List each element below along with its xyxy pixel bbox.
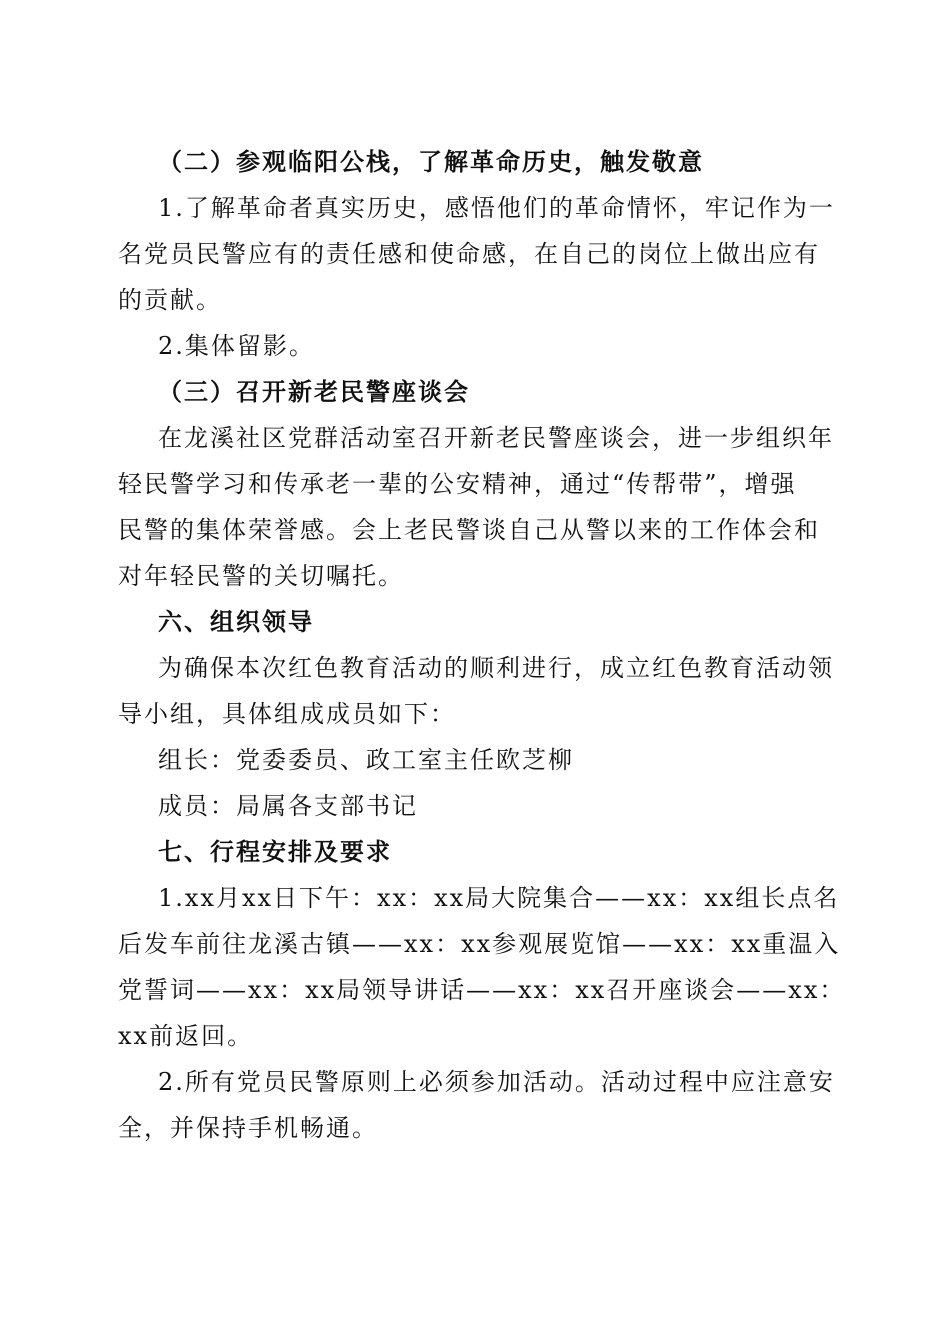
item-7-2-line-2: 全，并保持手机畅通。 <box>118 1114 378 1142</box>
item-7-2-line-1: 2.所有党员民警原则上必须参加活动。活动过程中应注意安 <box>158 1068 835 1096</box>
heading-6: 六、组织领导 <box>158 608 314 636</box>
item-2-2: 2.集体留影。 <box>158 332 315 360</box>
item-2-1-line-2: 名党员民警应有的责任感和使命感，在自己的岗位上做出应有 <box>118 240 820 268</box>
item-7-1-line-4: xx前返回。 <box>118 1022 254 1050</box>
section-3-line-1: 在龙溪社区党群活动室召开新老民警座谈会，进一步组织年 <box>158 424 834 452</box>
heading-6-line-2: 导小组，具体组成成员如下： <box>118 700 456 728</box>
item-7-1-line-3: 党誓词——xx：xx局领导讲话——xx：xx召开座谈会——xx： <box>118 976 846 1004</box>
section-3-line-3: 民警的集体荣誉感。会上老民警谈自己从警以来的工作体会和 <box>118 516 820 544</box>
section-3-line-4: 对年轻民警的关切嘱托。 <box>118 562 404 590</box>
section-3-heading: （三）召开新老民警座谈会 <box>158 377 470 406</box>
document-body <box>118 139 846 1151</box>
members-line: 成员：局属各支部书记 <box>158 792 418 820</box>
item-2-1-line-1: 1.了解革命者真实历史，感悟他们的革命情怀，牢记作为一 <box>158 194 835 222</box>
item-7-1-line-1: 1.xx月xx日下午：xx：xx局大院集合——xx：xx组长点名 <box>158 884 840 912</box>
section-2-heading: （二）参观临阳公栈，了解革命历史，触发敬意 <box>158 147 704 176</box>
section-3-line-2: 轻民警学习和传承老一辈的公安精神，通过“传帮带”，增强 <box>118 470 797 498</box>
item-7-1-line-2: 后发车前往龙溪古镇——xx：xx参观展览馆——xx：xx重温入 <box>118 930 841 958</box>
heading-6-line-1: 为确保本次红色教育活动的顺利进行，成立红色教育活动领 <box>158 654 834 682</box>
leader-line: 组长：党委委员、政工室主任欧芝柳 <box>158 746 574 774</box>
heading-7: 七、行程安排及要求 <box>158 838 392 866</box>
item-2-1-line-3: 的贡献。 <box>118 286 222 314</box>
